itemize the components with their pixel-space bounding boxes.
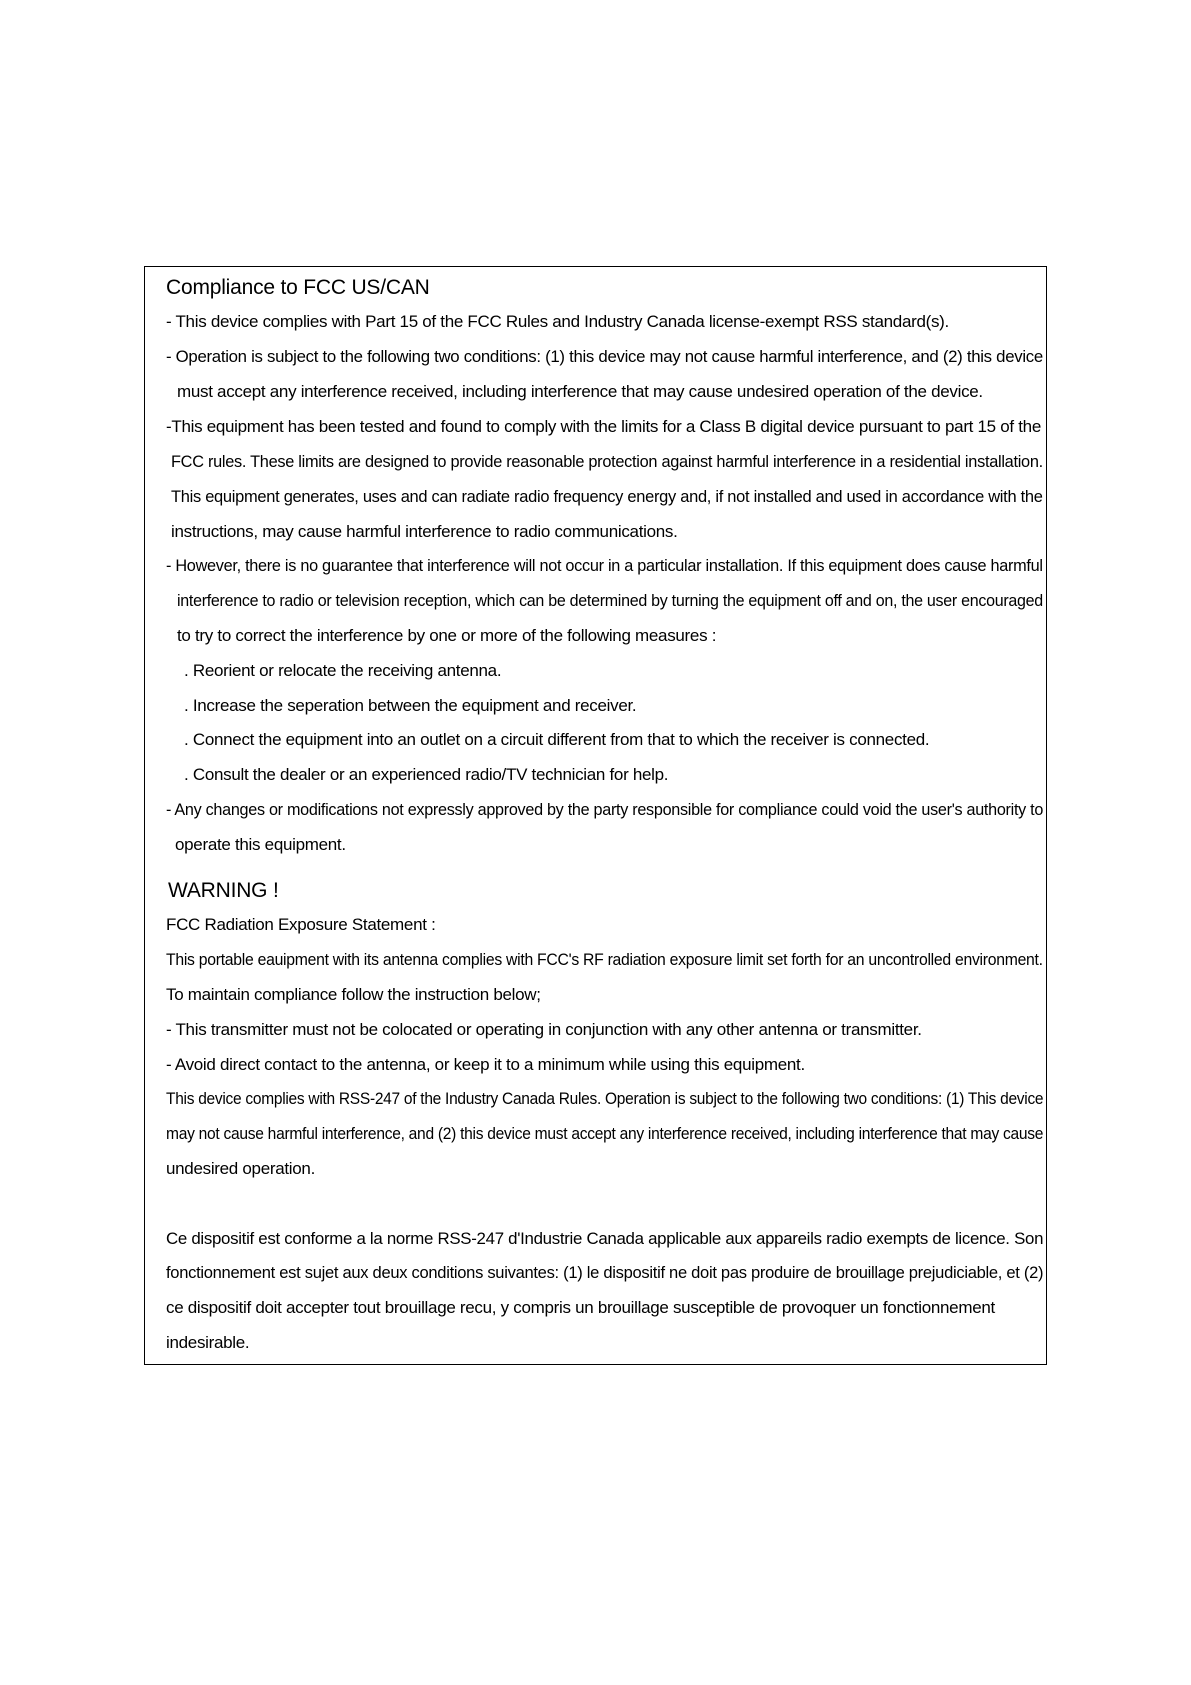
french-line-1: Ce dispositif est conforme a la norme RSS-247 d'Industrie Canada applicable aux appareils radio exempts de licence. Son bbox=[166, 1229, 1044, 1248]
warning-line-2: This portable eauipment with its antenna complies with FCC's RF radiation exposure limit set forth for an uncontrolled environment. bbox=[166, 950, 1043, 969]
fcc-line-5: FCC rules. These limits are designed to provide reasonable protection against harmful interference in a residential installation. bbox=[171, 452, 1043, 471]
french-line-2: fonctionnement est sujet aux deux conditions suivantes: (1) le dispositif ne doit pas produire de brouillage prejudiciable, et (2) bbox=[166, 1263, 1044, 1282]
fcc-line-12: operate this equipment. bbox=[175, 835, 346, 854]
warning-line-3: To maintain compliance follow the instruction below; bbox=[166, 985, 541, 1004]
fcc-line-4: -This equipment has been tested and found to comply with the limits for a Class B digital device pursuant to part 15 of the bbox=[166, 417, 1041, 436]
warning-line-6: This device complies with RSS-247 of the Industry Canada Rules. Operation is subject to the following two conditions: (1) This device bbox=[166, 1089, 1044, 1108]
fcc-line-1: - This device complies with Part 15 of the FCC Rules and Industry Canada license-exempt RSS standard(s). bbox=[166, 312, 949, 331]
fcc-line-3: must accept any interference received, including interference that may cause undesired operation of the device. bbox=[177, 382, 983, 401]
warning-title: WARNING ! bbox=[168, 879, 279, 902]
warning-line-7: may not cause harmful interference, and (2) this device must accept any interference received, including interference that may cause bbox=[166, 1124, 1044, 1143]
warning-line-1: FCC Radiation Exposure Statement : bbox=[166, 915, 436, 934]
fcc-line-7: instructions, may cause harmful interference to radio communications. bbox=[171, 522, 678, 541]
french-line-3: ce dispositif doit accepter tout brouillage recu, y compris un brouillage susceptible de provoquer un fonctionnement bbox=[166, 1298, 995, 1317]
measure-2: . Increase the seperation between the equipment and receiver. bbox=[184, 696, 637, 715]
measure-3: . Connect the equipment into an outlet on a circuit different from that to which the receiver is connected. bbox=[184, 730, 930, 749]
warning-line-4: - This transmitter must not be colocated or operating in conjunction with any other antenna or transmitter. bbox=[166, 1020, 922, 1039]
fcc-line-10: to try to correct the interference by one or more of the following measures : bbox=[177, 626, 717, 645]
fcc-line-9: interference to radio or television reception, which can be determined by turning the equipment off and on, the user encouraged bbox=[177, 591, 1043, 610]
warning-line-8: undesired operation. bbox=[166, 1159, 316, 1178]
fcc-line-11: - Any changes or modifications not expressly approved by the party responsible for compliance could void the user's authority to bbox=[166, 800, 1044, 819]
french-line-4: indesirable. bbox=[166, 1333, 250, 1352]
fcc-line-8: - However, there is no guarantee that interference will not occur in a particular installation. If this equipment does cause harmful bbox=[166, 556, 1043, 575]
fcc-line-6: This equipment generates, uses and can radiate radio frequency energy and, if not installed and used in accordance with the bbox=[171, 487, 1043, 506]
fcc-line-2: - Operation is subject to the following two conditions: (1) this device may not cause harmful interference, and (2) this device bbox=[166, 347, 1043, 366]
compliance-title: Compliance to FCC US/CAN bbox=[166, 276, 430, 299]
measure-1: . Reorient or relocate the receiving antenna. bbox=[184, 661, 502, 680]
warning-line-5: - Avoid direct contact to the antenna, or keep it to a minimum while using this equipment. bbox=[166, 1055, 805, 1074]
measure-4: . Consult the dealer or an experienced radio/TV technician for help. bbox=[184, 765, 669, 784]
